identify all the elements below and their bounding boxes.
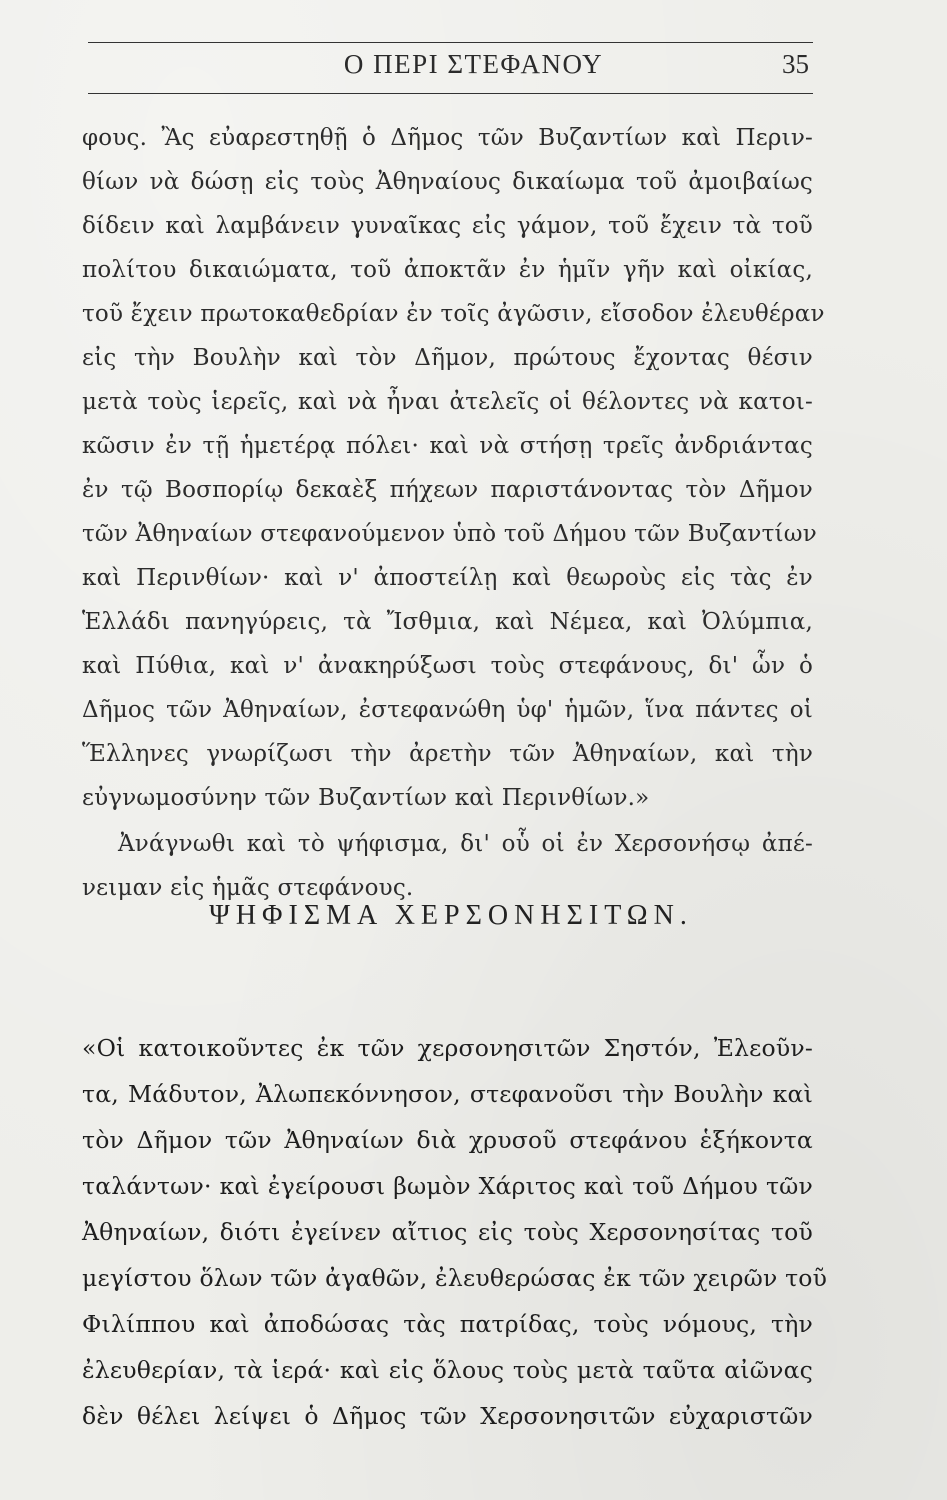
section-title: ΨΗΦΙΣΜΑ ΧΕΡΣΟΝΗΣΙΤΩΝ. bbox=[209, 900, 693, 931]
text-line: τῶν Ἀθηναίων στεφανούμενον ὑπὸ τοῦ Δήμου τῶν Βυζαντίων bbox=[82, 521, 817, 547]
text-line: ἐλευθερίαν, τὰ ἱερά· καὶ εἰς ὅλους τοὺς μετὰ ταῦτα αἰῶνας bbox=[82, 1356, 813, 1384]
text-line: εἰς τὴν Βουλὴν καὶ τὸν Δῆμον, πρώτους ἔχοντας θέσιν bbox=[82, 345, 813, 371]
text-line: Δῆμος τῶν Ἀθηναίων, ἐστεφανώθη ὑφ' ἡμῶν, ἵνα πάντες οἱ bbox=[82, 697, 813, 723]
page-number: 35 bbox=[782, 49, 809, 79]
text-line: καὶ Περινθίων· καὶ ν' ἀποστείλῃ καὶ θεωροὺς εἰς τὰς ἐν bbox=[82, 565, 813, 591]
text-line: τοῦ ἔχειν πρωτοκαθεδρίαν ἐν τοῖς ἀγῶσιν, εἴσοδον ἐλευθέραν bbox=[82, 301, 825, 327]
text-line: Φιλίππου καὶ ἀποδώσας τὰς πατρίδας, τοὺς νόμους, τὴν bbox=[82, 1310, 813, 1338]
text-line: εὐγνωμοσύνην τῶν Βυζαντίων καὶ Περινθίων.» bbox=[82, 785, 650, 811]
text-line: Ἑλλάδι πανηγύρεις, τὰ Ἴσθμια, καὶ Νέμεα, καὶ Ὀλύμπια, bbox=[82, 609, 813, 635]
text-line: τα, Μάδυτον, Ἀλωπεκόννησον, στεφανοῦσι τὴν Βουλὴν καὶ bbox=[82, 1080, 813, 1108]
text-line: θίων νὰ δώσῃ εἰς τοὺς Ἀθηναίους δικαίωμα τοῦ ἀμοιβαίως bbox=[82, 169, 813, 195]
text-line: δὲν θέλει λείψει ὁ Δῆμος τῶν Χερσονησιτῶν εὐχαριστῶν bbox=[82, 1402, 813, 1430]
text-line: δίδειν καὶ λαμβάνειν γυναῖκας εἰς γάμον, τοῦ ἔχειν τὰ τοῦ bbox=[82, 213, 813, 239]
text-line: Ἀθηναίων, διότι ἐγείνεν αἴτιος εἰς τοὺς Χερσονησίτας τοῦ bbox=[82, 1218, 813, 1246]
text-line: κῶσιν ἐν τῇ ἡμετέρᾳ πόλει· καὶ νὰ στήσῃ τρεῖς ἀνδριάντας bbox=[82, 433, 813, 459]
text-line: Ἀνάγνωθι καὶ τὸ ψήφισμα, δι' οὗ οἱ ἐν Χερσονήσῳ ἀπέ- bbox=[118, 831, 813, 857]
text-line: Ἕλληνες γνωρίζωσι τὴν ἀρετὴν τῶν Ἀθηναίων, καὶ τὴν bbox=[82, 741, 813, 767]
text-line: ταλάντων· καὶ ἐγείρουσι βωμὸν Χάριτος καὶ τοῦ Δήμου τῶν bbox=[82, 1172, 813, 1200]
text-line: μεγίστου ὅλων τῶν ἀγαθῶν, ἐλευθερώσας ἐκ τῶν χειρῶν τοῦ bbox=[82, 1264, 828, 1292]
text-line: πολίτου δικαιώματα, τοῦ ἀποκτᾶν ἐν ἡμῖν γῆν καὶ οἰκίας, bbox=[82, 257, 813, 283]
header-top-rule bbox=[88, 42, 813, 43]
text-line: «Οἱ κατοικοῦντες ἐκ τῶν χερσονησιτῶν Σηστόν, Ἐλεοῦν- bbox=[82, 1034, 813, 1062]
header-bottom-rule bbox=[88, 93, 813, 94]
text-line: νειμαν εἰς ἡμᾶς στεφάνους. bbox=[82, 875, 414, 901]
text-line: τὸν Δῆμον τῶν Ἀθηναίων διὰ χρυσοῦ στεφάνου ἑξήκοντα bbox=[82, 1126, 813, 1154]
text-line: φους. Ἂς εὐαρεστηθῇ ὁ Δῆμος τῶν Βυζαντίων καὶ Περιν- bbox=[82, 125, 813, 151]
text-line: καὶ Πύθια, καὶ ν' ἀνακηρύξωσι τοὺς στεφάνους, δι' ὧν ὁ bbox=[82, 653, 813, 679]
text-line: ἐν τῷ Βοσπορίῳ δεκαὲξ πήχεων παριστάνοντας τὸν Δῆμον bbox=[82, 477, 813, 503]
text-line: μετὰ τοὺς ἱερεῖς, καὶ νὰ ἦναι ἀτελεῖς οἱ θέλοντες νὰ κατοι- bbox=[82, 389, 813, 415]
running-header-title: Ο ΠΕΡΙ ΣΤΕΦΑΝΟΥ bbox=[343, 49, 604, 79]
